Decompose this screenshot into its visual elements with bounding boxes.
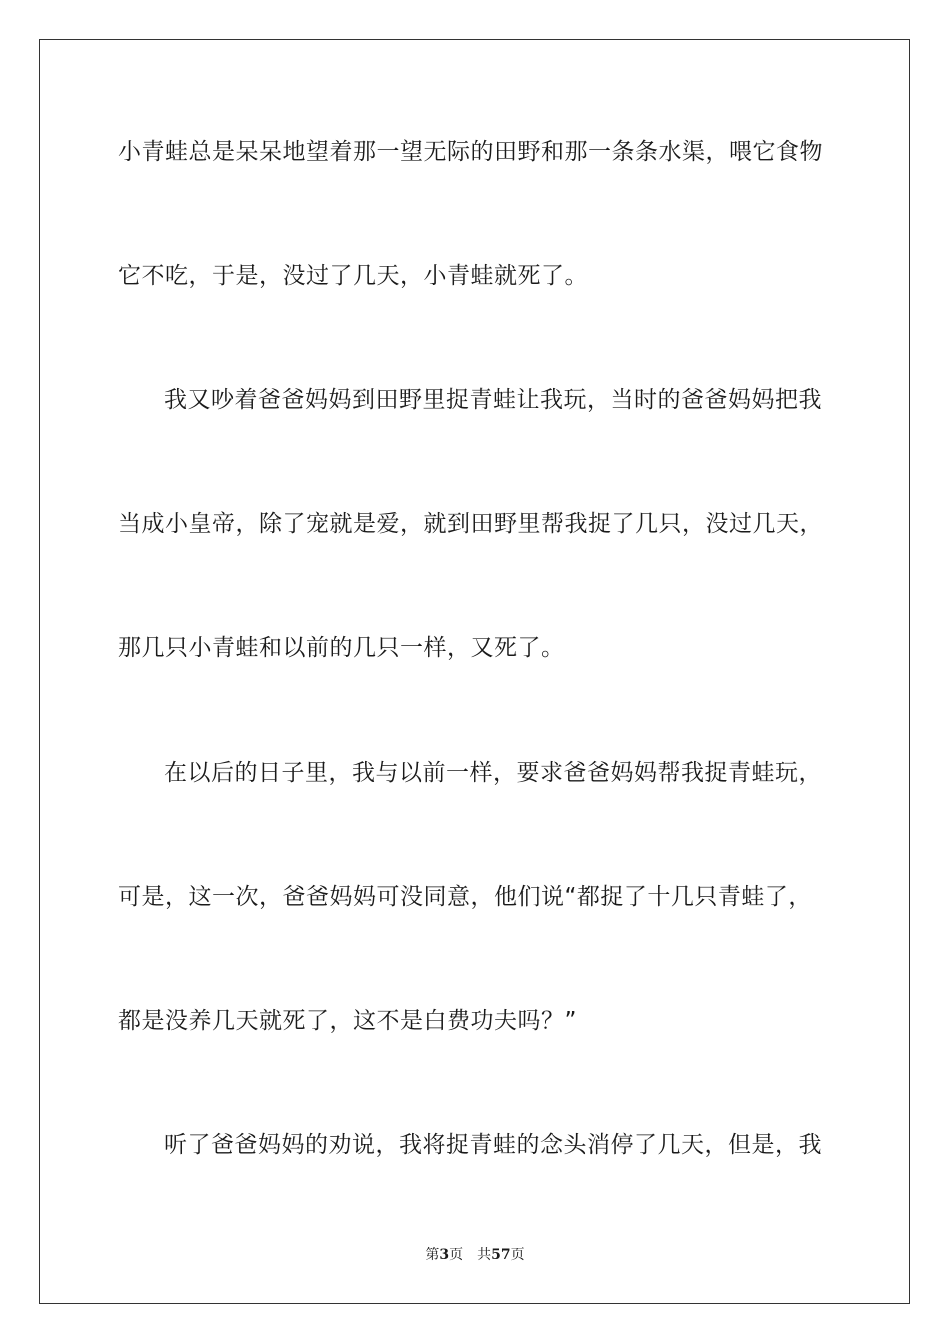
text-line-3: 我又吵着爸爸妈妈到田野里捉青蛙让我玩，当时的爸爸妈妈把我: [164, 387, 822, 413]
page-number: 3: [439, 1247, 450, 1263]
page-footer: [0, 1245, 950, 1265]
page-border: [39, 39, 910, 1304]
total-prefix: 共: [477, 1247, 492, 1263]
text-line-1: 小青蛙总是呆呆地望着那一望无际的田野和那一条条水渠，喂它食物: [118, 139, 823, 165]
text-line-2: 它不吃，于是，没过了几天，小青蛙就死了。: [118, 263, 588, 289]
text-line-6: 在以后的日子里，我与以前一样，要求爸爸妈妈帮我捉青蛙玩，: [164, 760, 822, 786]
text-line-7: 可是，这一次，爸爸妈妈可没同意，他们说“都捉了十几只青蛙了，: [118, 884, 812, 910]
text-line-8: 都是没养几天就死了，这不是白费功夫吗？”: [118, 1008, 577, 1034]
text-line-9: 听了爸爸妈妈的劝说，我将捉青蛙的念头消停了几天，但是，我: [164, 1132, 822, 1158]
text-line-4: 当成小皇帝，除了宠就是爱，就到田野里帮我捉了几只，没过几天，: [118, 511, 823, 537]
page-prefix: 第: [425, 1247, 440, 1263]
text-line-5: 那几只小青蛙和以前的几只一样，又死了。: [118, 635, 565, 661]
total-pages: 57: [491, 1247, 511, 1263]
page-suffix: 页: [449, 1247, 464, 1263]
total-suffix: 页: [510, 1247, 525, 1263]
